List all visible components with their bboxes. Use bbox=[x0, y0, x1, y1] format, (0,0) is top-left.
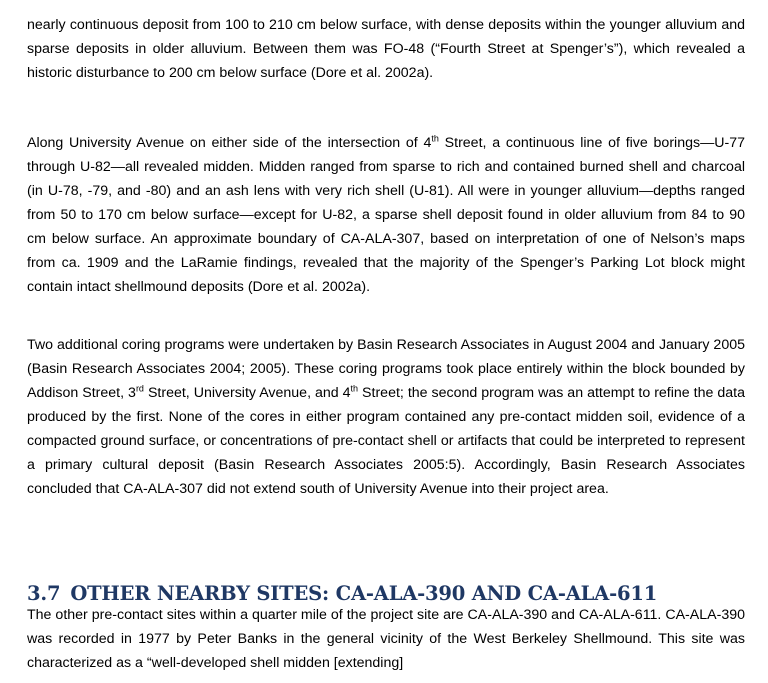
paragraph-text: Along University Avenue on either side of the intersection of 4 bbox=[27, 135, 432, 151]
paragraph-text: Street, a continuous line of five borings—U-77 through U-82—all revealed midden. Midden ranged from sparse to rich and contained burned shell and charcoal (in U-78, -79, and -80) and an ash lens with very rich shell (U-81). All were in younger alluvium—depths ranged from 50 to 170 cm below surface—except for U-82, a sparse shell deposit found in older alluvium from 84 to 90 cm below surface. An approximate boundary of CA-ALA-307, based on interpretation of one of Nelson’s maps from ca. 1909 and the LaRamie findings, revealed that the majority of the Spenger’s Parking Lot block might contain intact shellmound deposits (Dore et al. 2002a). bbox=[27, 135, 746, 295]
ordinal-suffix: rd bbox=[135, 383, 144, 394]
paragraph-text: nearly continuous deposit from 100 to 210 cm below surface, with dense deposits within the younger alluvium and sparse deposits in older alluvium. Between them was FO-48 (“Fourth Street at Spenger’s”), which revealed a historic disturbance to 200 cm below surface (Dore et al. 2002a). bbox=[27, 17, 745, 81]
paragraph-text: The other pre-contact sites within a quarter mile of the project site are CA-ALA-390 and CA-ALA-611. CA-ALA-390 was recorded in 1977 by Peter Banks in the general vicinity of the West Berkeley Shellmound. This site was characterized as a “well-developed shell midden [extending] bbox=[27, 607, 745, 671]
ordinal-suffix: th bbox=[431, 133, 439, 144]
section-number: 3.7 bbox=[27, 582, 61, 605]
section-title: OTHER NEARBY SITES: CA-ALA-390 AND CA-ALA-611 bbox=[70, 582, 658, 605]
paragraph-text: Two additional coring programs were undertaken by Basin Research Associates in August 2004 and January 2005 (Basin Research Associates 2004; 2005). These coring programs took place entirely within the block bounded by Addison Street, 3 bbox=[27, 337, 745, 401]
paragraph-fo48 bbox=[27, 13, 745, 85]
paragraph-nearby-sites bbox=[27, 603, 745, 675]
paragraph-text: Street; the second program was an attempt to refine the data produced by the first. None of the cores in either program contained any pre-contact midden soil, evidence of a compacted ground surface, or concentrations of pre-contact shell or artifacts that could be interpreted to represent a primary cultural deposit (Basin Research Associates 2005:5). Accordingly, Basin Research Associates concluded that CA-ALA-307 did not extend south of University Avenue into their project area. bbox=[27, 385, 745, 497]
paragraph-coring-programs bbox=[27, 333, 745, 501]
ordinal-suffix: th bbox=[350, 383, 359, 394]
paragraph-university-avenue bbox=[27, 131, 745, 299]
paragraph-text: Street, University Avenue, and 4 bbox=[143, 385, 351, 401]
